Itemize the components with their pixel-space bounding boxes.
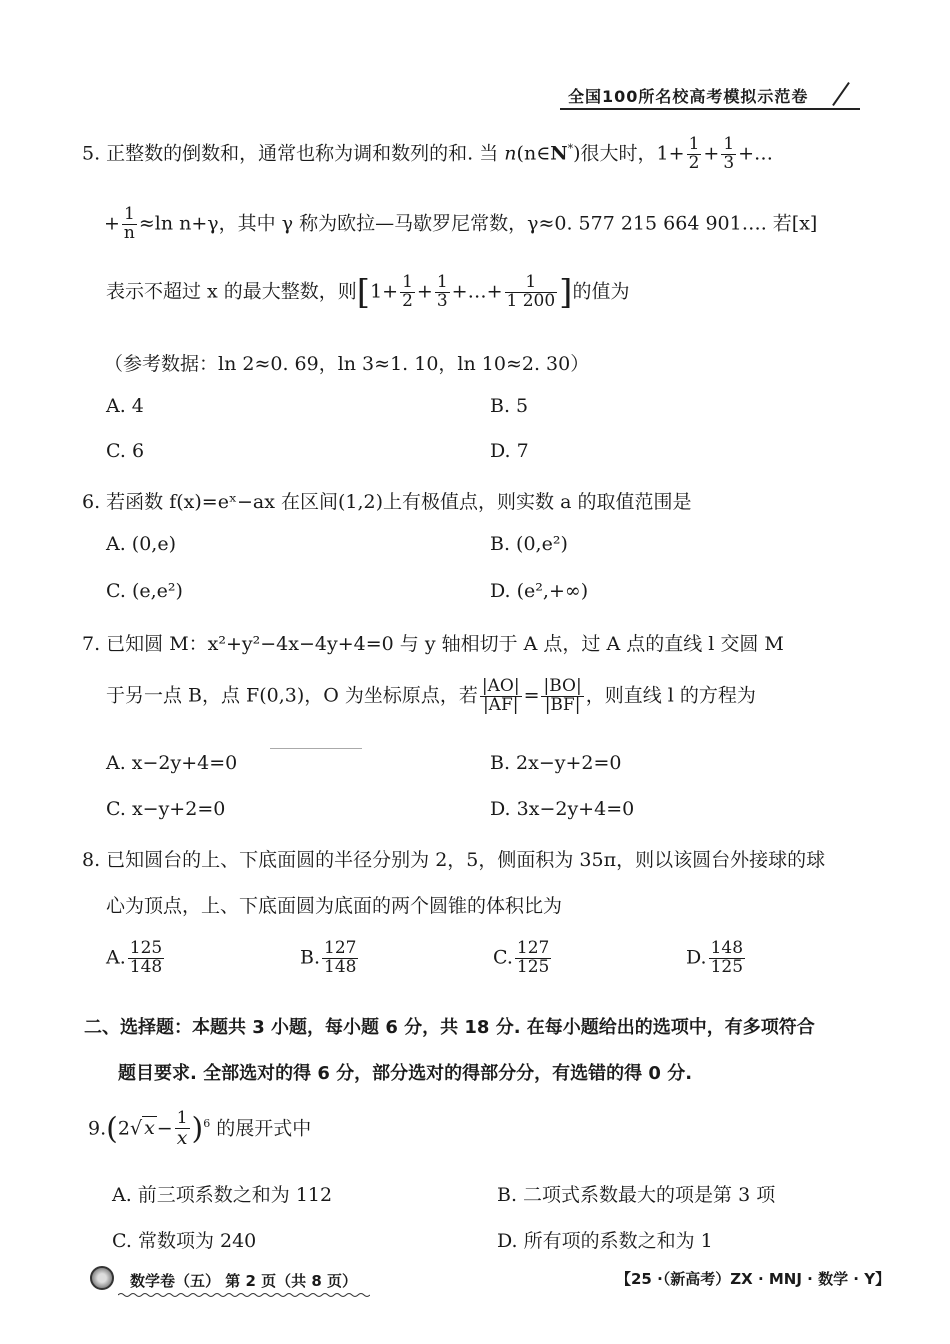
stray-pencil-line — [270, 748, 362, 749]
q6-option-c: C. (e,e²) — [106, 580, 183, 602]
q6-option-d: D. (e²,+∞) — [490, 580, 589, 602]
q7-option-b: B. 2x−y+2=0 — [490, 752, 622, 774]
q9-option-d: D. 所有项的系数之和为 1 — [497, 1230, 713, 1252]
footer-wave-underline — [118, 1292, 370, 1298]
q8-option-d: D. $\frac{148}{125}$ — [686, 938, 744, 977]
q7-line2: 于另一点 B，点 F(0,3)，O 为坐标原点，若 $\frac{|AO|}{|AF|}$ = $\frac{|BO|}{|BF|}$ ，则直线 l 的方程为 — [106, 676, 756, 715]
q8-option-b: B. $\frac{127}{148}$ — [300, 938, 357, 977]
q6-stem: 6. 若函数 f(x)=eˣ−ax 在区间(1,2)上有极值点，则实数 a 的取值范围是 — [82, 491, 692, 513]
fraction-1-over-x: $\frac{1}{x}$ — [176, 1108, 188, 1149]
q7-option-c: C. x−y+2=0 — [106, 798, 226, 820]
section2-line2: 题目要求. 全部选对的得 6 分，部分选对的得部分分，有选错的得 0 分. — [118, 1063, 693, 1084]
fraction-1-over-1200: $\frac{1}{1 200}$ — [506, 272, 556, 311]
section2-line1: 二、选择题：本题共 3 小题，每小题 6 分，共 18 分. 在每小题给出的选项中，有多项符合 — [84, 1017, 815, 1038]
q6-option-b: B. (0,e²) — [490, 533, 568, 555]
header-rule — [560, 108, 860, 110]
q8-line2: 心为顶点，上、下底面圆为底面的两个圆锥的体积比为 — [106, 895, 563, 917]
header-title: 全国100所名校高考模拟示范卷 — [568, 87, 809, 106]
fraction-bo-bf: $\frac{|BO|}{|BF|}$ — [543, 676, 582, 715]
q5-option-c: C. 6 — [106, 440, 145, 462]
q5-line1: 5. 正整数的倒数和，通常也称为调和数列的和. 当 n(n∈N*)很大时，1+ $\frac{1}{2}$ + $\frac{1}{3}$ +… — [82, 134, 774, 173]
q5-reference: （参考数据：ln 2≈0. 69，ln 3≈1. 10，ln 10≈2. 30） — [104, 353, 590, 375]
q5-option-a: A. 4 — [106, 395, 144, 417]
q7-option-d: D. 3x−2y+4=0 — [490, 798, 635, 820]
q5-option-b: B. 5 — [490, 395, 529, 417]
q8-option-c: C. $\frac{127}{125}$ — [493, 938, 550, 977]
fraction-third-2: $\frac{1}{3}$ — [436, 272, 448, 311]
fraction-1-over-n: $\frac{1}{n}$ — [123, 204, 135, 243]
footer-exam-code: 【25 ·（新高考）ZX · MNJ · 数学 · Y】 — [616, 1270, 891, 1288]
fraction-half: $\frac{1}{2}$ — [688, 134, 700, 173]
q9-option-c: C. 常数项为 240 — [112, 1230, 257, 1252]
fraction-ao-af: $\frac{|AO|}{|AF|}$ — [481, 676, 520, 715]
q8-line1: 8. 已知圆台的上、下底面圆的半径分别为 2，5，侧面积为 35π，则以该圆台外接球的球 — [82, 849, 826, 871]
publisher-logo-icon — [90, 1266, 114, 1290]
q5-option-d: D. 7 — [490, 440, 529, 462]
q6-option-a: A. (0,e) — [106, 533, 176, 555]
fraction-third: $\frac{1}{3}$ — [723, 134, 735, 173]
footer-page-info: 数学卷（五） 第 2 页（共 8 页） — [130, 1272, 357, 1290]
sqrt-symbol: √ — [129, 1117, 143, 1140]
q8-option-a: A. $\frac{125}{148}$ — [106, 938, 163, 977]
q7-line1: 7. 已知圆 M：x²+y²−4x−4y+4=0 与 y 轴相切于 A 点，过 A 点的直线 l 交圆 M — [82, 633, 784, 655]
q9-stem: 9.(2√ x − $\frac{1}{x})^6$ 的展开式中 — [88, 1108, 312, 1149]
q5-line3: 表示不超过 x 的最大整数，则[1+ $\frac{1}{2}$ + $\frac{1}{3}$ +…+ $\frac{1}{1 200}$ ]的值为 — [106, 272, 630, 313]
q7-option-a: A. x−2y+4=0 — [106, 752, 238, 774]
header-slash — [832, 82, 850, 106]
fraction-half-2: $\frac{1}{2}$ — [402, 272, 413, 311]
q9-option-a: A. 前三项系数之和为 112 — [112, 1184, 333, 1206]
q5-line2: + $\frac{1}{n}$ ≈ln n+γ，其中 γ 称为欧拉—马歇罗尼常数，γ≈0. 577 215 664 901…. 若[x] — [104, 204, 818, 243]
q9-option-b: B. 二项式系数最大的项是第 3 项 — [497, 1184, 776, 1206]
